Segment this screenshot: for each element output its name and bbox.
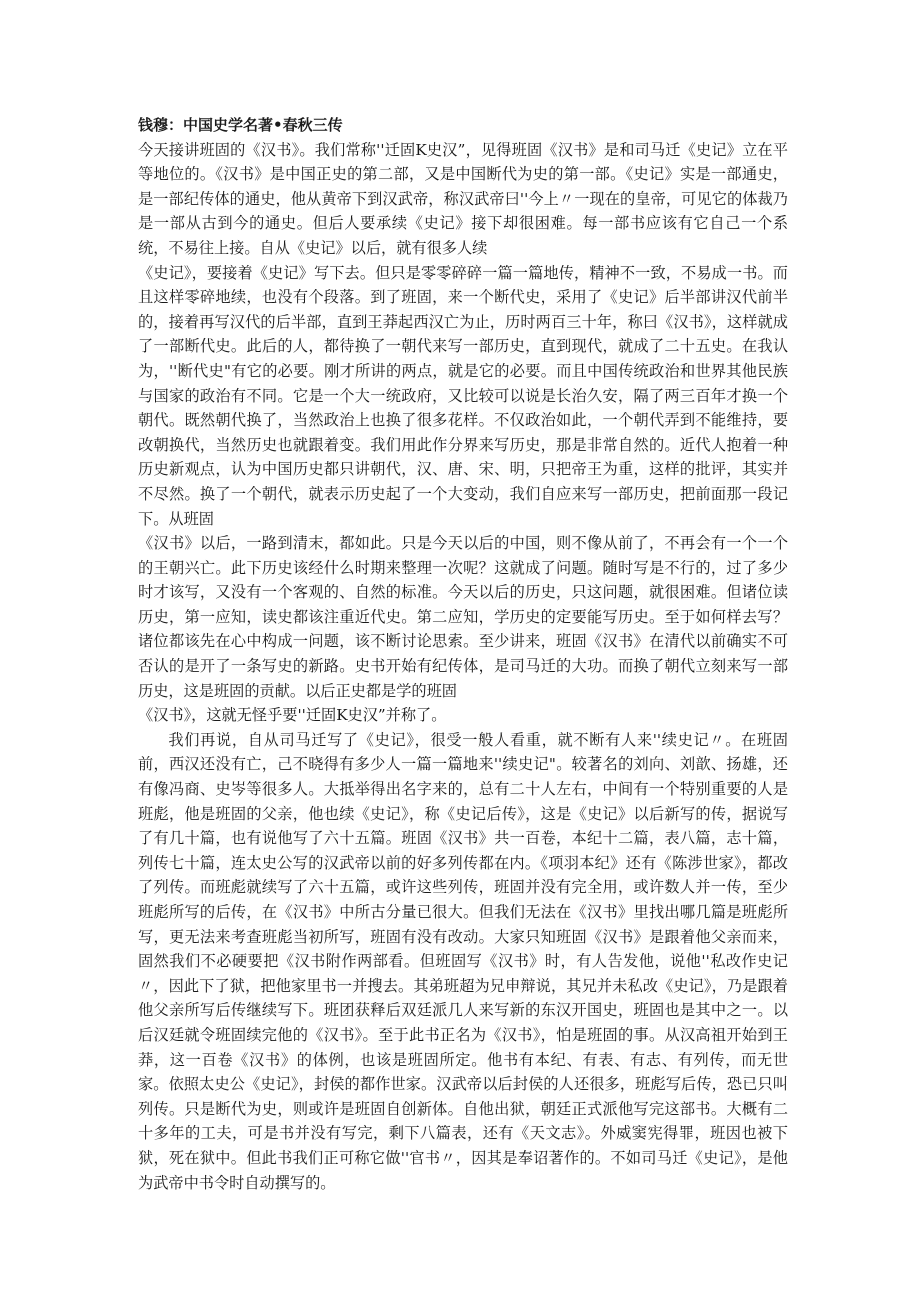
document-title: 钱穆：中国史学名著•春秋三传 xyxy=(138,116,343,134)
document-page xyxy=(138,113,788,1195)
paragraph: 我们再说，自从司马迁写了《史记》，很受一般人看重，就不断有人来''续史记〃。在班固前，西汉还没有亡，己不晓得有多少人一篇一篇地来''续史记"。较著名的刘向、刘歆、扬雄，还有像冯商、史岑等很多人。大抵举得出名字来的，总有二十人左右，中间有一个特别重要的人是班彪，他是班固的父亲，他也续《史记》，称《史记后传》，这是《史记》以后新写的传，据说写了有几十篇，也有说他写了六十五篇。班固《汉书》共一百卷，本纪十二篇，表八篇，志十篇，列传七十篇，连太史公写的汉武帝以前的好多列传都在内。《项羽本纪》还有《陈涉世家》，都改了列传。而班彪就续写了六十五篇，或许这些列传，班固并没有完全用，或许数人并一传，至少班彪所写的后传，在《汉书》中所古分量已很大。但我们无法在《汉书》里找出哪几篇是班彪所写，更无法来考查班彪当初所写，班固有没有改动。大家只知班固《汉书》是跟着他父亲而来，固然我们不必硬要把《汉书附作两部看。但班固写《汉书》时，有人告发他，说他''私改作史记〃，因此下了狱，把他家里书一并搜去。其弟班超为兄申辩说，其兄并未私改《史记》，乃是跟着他父亲所写后传继续写下。班团获释后双廷派几人来写新的东汉开国史，班固也是其中之一。以后汉廷就令班固续完他的《汉书》。至于此书正名为《汉书》，怕是班固的事。从汉高祖开始到王莽，这一百卷《汉书》的体例，也该是班固所定。他书有本纪、有表、有志、有列传，而无世家。依照太史公《史记》，封侯的都作世家。汉武帝以后封侯的人还很多，班彪写后传，恐已只叫列传。只是断代为史，则或许是班固自创新体。自他出狱，朝廷正式派他写完这部书。大概有二十多年的工夫，可是书并没有写完，剩下八篇表，还有《天文志》。外威窦宪得罪，班因也被下狱，死在狱中。但此书我们正可称它做''官书〃，因其是奉诏著作的。不如司马迁《史记》，是他为武帝中书令时自动撰写的。 xyxy=(138,730,788,1192)
paragraph: 《史记》，要接着《史记》写下去。但只是零零碎碎一篇一篇地传，精神不一致，不易成一书。而且这样零碎地续，也没有个段落。到了班固，来一个断代史，采用了《史记》后半部讲汉代前半的，接着再写汉代的后半部，直到王莽起西汉亡为止，历时两百三十年，称曰《汉书》，这样就成了一部断代史。此后的人，都待换了一朝代来写一部历史，直到现代，就成了二十五史。在我认为，''断代史"有它的必要。刚才所讲的两点，就是它的必要。而且中国传统政治和世界其他民族与国家的政治有不同。它是一个大一统政府，又比较可以说是长治久安，隔了两三百年才换一个朝代。既然朝代换了，当然政治上也换了很多花样。不仅政治如此，一个朝代弄到不能维持，要改朝换代，当然历史也就跟着变。我们用此作分界来写历史，那是非常自然的。近代人抱着一种历史新观点，认为中国历史都只讲朝代，汉、唐、宋、明，只把帝王为重，这样的批评，其实并不尽然。换了一个朝代，就表示历史起了一个大变动，我们自应来写一部历史，把前面那一段记下。从班固 xyxy=(138,263,788,528)
paragraph: 《汉书》，这就无怪乎要''迁固K史汉”并称了。 xyxy=(138,706,447,725)
paragraph: 今天接讲班固的《汉书》。我们常称''迁固K史汉”，见得班固《汉书》是和司马迁《史记》立在平等地位的。《汉书》是中国正史的第二部，又是中国断代为史的第一部。《史记》实是一部通史，是一部纪传体的通史，他从黄帝下到汉武帝，称汉武帝曰''今上〃一现在的皇帝，可见它的体裁乃是一部从古到今的通史。但后人要承续《史记》接下却很困难。每一部书应该有它自己一个系统，不易往上接。自从《史记》以后，就有很多人续 xyxy=(138,140,788,257)
paragraph: 《汉书》以后，一路到清末，都如此。只是今天以后的中国，则不像从前了，不再会有一个一个的王朝兴亡。此下历史该经什么时期来整理一次呢？这就成了问题。随时写是不行的，过了多少时才该写，又没有一个客观的、自然的标准。今天以后的历史，只这问题，就很困难。但诸位读历史，第一应知，读史都该注重近代史。第二应知，学历史的定要能写历史。至于如何样去写？诸位都该先在心中构成一问题，该不断讨论思索。至少讲来，班固《汉书》在清代以前确实不可否认的是开了一条写史的新路。史书开始有纪传体，是司马迁的大功。而换了朝代立刻来写一部历史，这是班固的贡献。以后正史都是学的班固 xyxy=(138,534,788,700)
